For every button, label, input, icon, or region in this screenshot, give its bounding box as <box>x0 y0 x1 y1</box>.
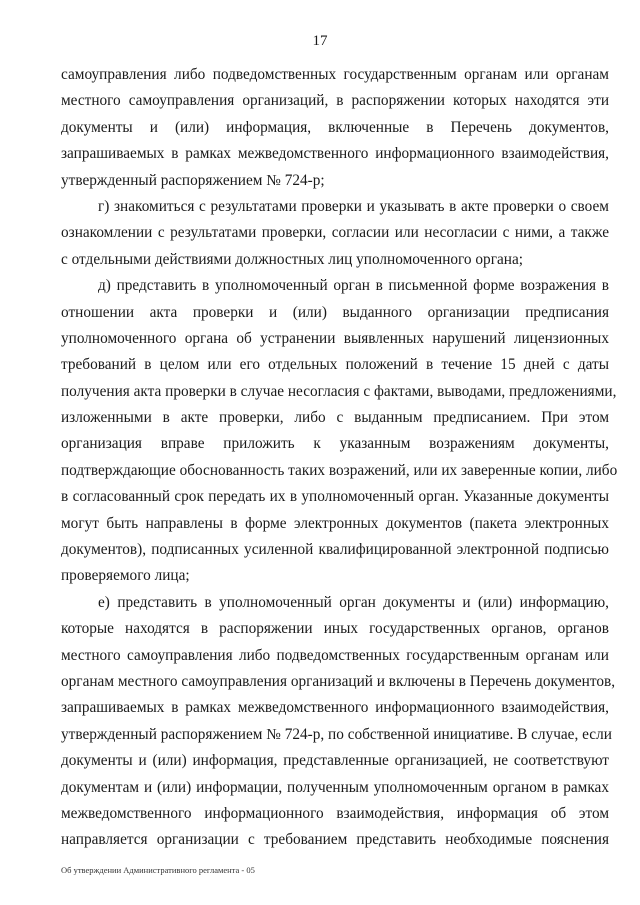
text-line: с отдельными действиями должностных лиц уполномоченного органа; <box>61 250 523 268</box>
text-line: е) представить в уполномоченный орган документы и (или) информацию, <box>98 593 609 611</box>
text-line: которые находятся в распоряжении иных государственных органов, органов <box>61 620 609 638</box>
text-line: органам местного самоуправления организаций и включены в Перечень документов, <box>61 672 616 690</box>
text-line: могут быть направлены в форме электронных документов (пакета электронных <box>61 514 609 532</box>
text-line: запрашиваемых в рамках межведомственного информационного взаимодействия, <box>61 699 609 717</box>
text-line: утвержденный распоряжением № 724-р; <box>61 171 325 189</box>
text-line: документам и (или) информации, полученным уполномоченным органом в рамках <box>61 778 609 796</box>
text-line: д) представить в уполномоченный орган в письменной форме возражения в <box>98 277 609 295</box>
text-line: документы и (или) информация, включенные в Перечень документов, <box>61 118 609 136</box>
text-line: местного самоуправления либо подведомственных государственным органам или <box>61 646 609 664</box>
text-line: уполномоченного органа об устранении выявленных нарушений лицензионных <box>61 329 609 347</box>
text-line: документы и (или) информация, представленные организацией, не соответствуют <box>61 752 609 770</box>
text-line: самоуправления либо подведомственных государственным органам или органам <box>61 66 609 83</box>
text-line: ознакомлении с результатами проверки, согласии или несогласии с ними, а также <box>61 224 609 242</box>
text-line: запрашиваемых в рамках межведомственного информационного взаимодействия, <box>61 145 609 163</box>
text-line: требований в целом или его отдельных положений в течение 15 дней с даты <box>61 356 609 374</box>
text-line: направляется организации с требованием представить необходимые пояснения <box>61 831 609 849</box>
document-body <box>61 62 618 854</box>
text-line: подтверждающие обоснованность таких возражений, или их заверенные копии, либо <box>61 461 618 479</box>
text-line: местного самоуправления организаций, в распоряжении которых находятся эти <box>61 92 609 110</box>
footer-doc-title: Об утверждении Административного регламента - 05 <box>61 865 255 875</box>
text-line: в согласованный срок передать их в уполномоченный орган. Указанные документы <box>61 488 609 506</box>
text-line: межведомственного информационного взаимодействия, информация об этом <box>61 804 609 822</box>
text-line: утвержденный распоряжением № 724-р, по собственной инициативе. В случае, если <box>61 725 612 743</box>
page-number: 17 <box>312 33 328 49</box>
text-line: отношении акта проверки и (или) выданного организации предписания <box>61 303 609 321</box>
text-line: изложенными в акте проверки, либо с выданным предписанием. При этом <box>61 409 609 427</box>
text-line: г) знакомиться с результатами проверки и указывать в акте проверки о своем <box>98 197 609 215</box>
text-line: проверяемого лица; <box>61 567 190 585</box>
text-line: получения акта проверки в случае несогласия с фактами, выводами, предложениями, <box>61 382 617 400</box>
text-line: организация вправе приложить к указанным возражениям документы, <box>61 435 609 453</box>
text-line: документов), подписанных усиленной квалифицированной электронной подписью <box>61 541 609 559</box>
